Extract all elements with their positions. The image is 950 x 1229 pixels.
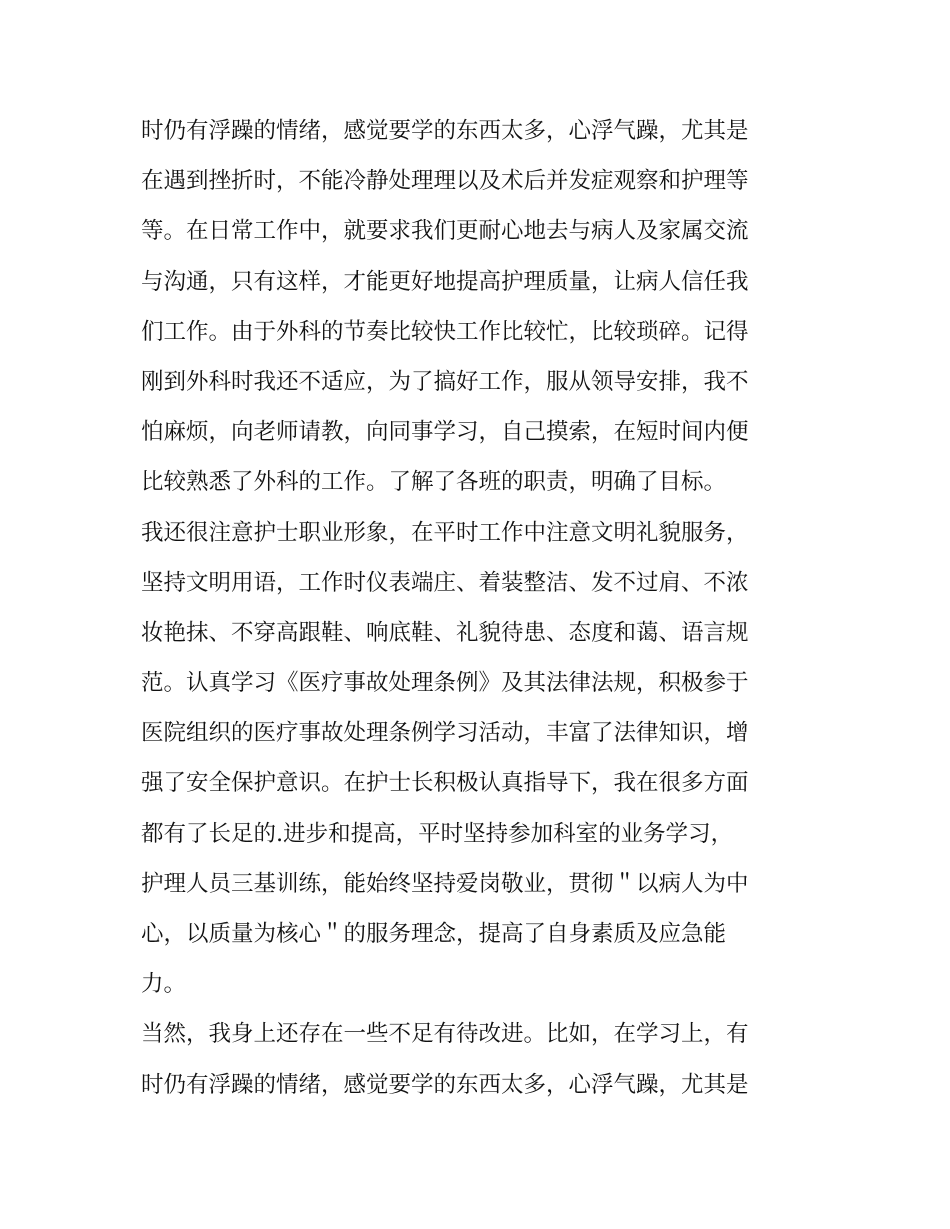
text-line: 时仍有浮躁的情绪，感觉要学的东西太多，心浮气躁，尤其是 — [141, 1071, 749, 1098]
text-line: 在遇到挫折时，不能冷静处理理以及术后并发症观察和护理等 — [141, 168, 749, 195]
text-line: 当然，我身上还存在一些不足有待改进。比如，在学习上，有 — [141, 1021, 749, 1048]
text-line: 刚到外科时我还不适应，为了搞好工作，服从领导安排，我不 — [141, 368, 749, 395]
text-line: 时仍有浮躁的情绪，感觉要学的东西太多，心浮气躁，尤其是 — [141, 118, 749, 144]
text-line: 妆艳抹、不穿高跟鞋、响底鞋、礼貌待患、态度和蔼、语言规 — [141, 619, 749, 646]
text-line: 强了安全保护意识。在护士长积极认真指导下，我在很多方面 — [141, 770, 749, 797]
text-line: 我还很注意护士职业形象，在平时工作中注意文明礼貌服务， — [141, 519, 749, 546]
text-line: 范。认真学习《医疗事故处理条例》及其法律法规，积极参于 — [141, 670, 749, 697]
text-line: 比较熟悉了外科的工作。了解了各班的职责，明确了目标。 — [141, 469, 727, 496]
text-line: 与沟通，只有这样，才能更好地提高护理质量，让病人信任我 — [141, 268, 749, 295]
text-line: 等。在日常工作中，就要求我们更耐心地去与病人及家属交流 — [141, 218, 749, 245]
body-text — [141, 106, 821, 1110]
text-line: 都有了长足的.进步和提高，平时坚持参加科室的业务学习， — [141, 820, 734, 847]
text-line: 力。 — [141, 971, 187, 998]
text-line: 医院组织的医疗事故处理条例学习活动，丰富了法律知识，增 — [141, 720, 749, 747]
text-line: 心，以质量为核心＂的服务理念，提高了自身素质及应急能 — [141, 921, 727, 947]
text-line: 护理人员三基训练，能始终坚持爱岗敬业，贯彻＂以病人为中 — [141, 870, 749, 897]
text-line: 坚持文明用语，工作时仪表端庄、着装整洁、发不过肩、不浓 — [141, 569, 749, 596]
text-line: 们工作。由于外科的节奏比较快工作比较忙，比较琐碎。记得 — [141, 318, 749, 345]
text-line: 怕麻烦，向老师请教，向同事学习，自己摸索，在短时间内便 — [141, 419, 749, 446]
